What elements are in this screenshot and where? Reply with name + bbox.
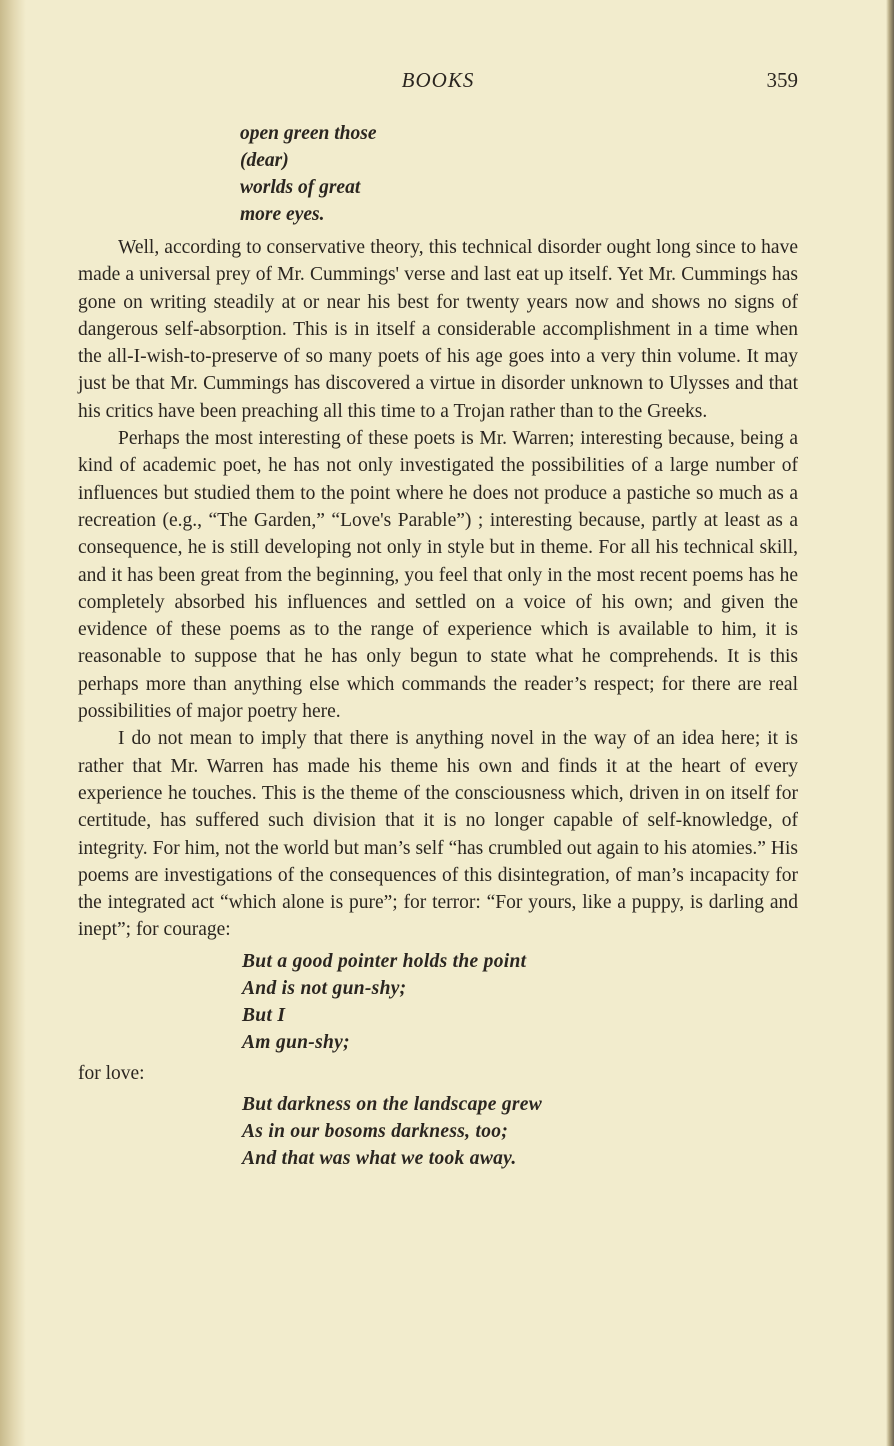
verse-line: And is not gun-shy; (242, 977, 407, 999)
paragraph-theme: I do not mean to imply that there is anything novel in the way of an idea here; it is rather that Mr. Warren has made his theme his own and finds it at the heart of every experience he touches. This is the theme of the consciousness which, driven in on itself for certitude, has suffered such division that it is no longer capable of self-knowledge, of integrity. For him, not the world but man’s self “has crumbled out again to his atomies.” His poems are investigations of the consequences of this disintegration, of man’s incapacity for the integrated act “which alone is pure”; for terror: “For yours, like a puppy, is darling and inept”; for courage: (78, 728, 798, 941)
verse-line: And that was what we took away. (242, 1148, 517, 1170)
paragraph-cummings: Well, according to conservative theory, this technical disorder ought long since to have made a universal prey of Mr. Cummings' verse and last eat up itself. Yet Mr. Cummings has gone on writing steadily at or near his best for twenty years now and shows no signs of dangerous self-absorption. This is in itself a considerable accomplishment in a time when the all-I-wish-to-preserve of so many poets of his age goes into a very thin volume. It may just be that Mr. Cummings has discovered a virtue in disorder unknown to Ulysses and that his critics have been preaching all this time to a Trojan rather than to the Greeks. (78, 237, 798, 422)
verse-line: But a good pointer holds the point (242, 950, 527, 972)
verse-line: As in our bosoms darkness, too; (242, 1121, 509, 1143)
verse-line: But I (242, 1004, 286, 1026)
verse-line: more eyes. (240, 204, 325, 225)
page-binding-shadow (0, 0, 26, 1446)
verse-line: But darkness on the landscape grew (242, 1094, 543, 1116)
verse-quote-courage (242, 948, 798, 1056)
verse-quote-cummings (240, 120, 798, 228)
page-number: 359 (766, 68, 798, 92)
paragraph-warren: Perhaps the most interesting of these poets is Mr. Warren; interesting because, being a kind of academic poet, he has not only investigated the possibilities of a large number of influences but studied them to the point where he does not produce a pastiche so much as a recreation (e.g., “The Garden,” “Love's Parable”) ; interesting because, partly at least as a consequence, he is still developing not only in style but in theme. For all his technical skill, and it has been great from the beginning, you feel that only in the most recent poems has he completely absorbed his influences and settled on a voice of his own; and given the evidence of these poems as to the range of experience which is available to him, it is reasonable to suppose that he has only begun to state what he comprehends. It is this perhaps more than anything else which commands the reader’s respect; for there are real possibilities of major poetry here. (78, 428, 798, 723)
verse-line: (dear) (240, 150, 289, 171)
running-head: BOOKS (401, 68, 475, 92)
verse-line: worlds of great (240, 177, 361, 198)
verse-line: Am gun-shy; (242, 1031, 350, 1053)
page-header (78, 60, 798, 100)
verse-quote-love (242, 1091, 798, 1172)
verse-line: open green those (240, 123, 377, 144)
page-edge-shadow (886, 0, 894, 1446)
lead-for-love: for love: (78, 1062, 145, 1084)
book-page (78, 60, 798, 1176)
